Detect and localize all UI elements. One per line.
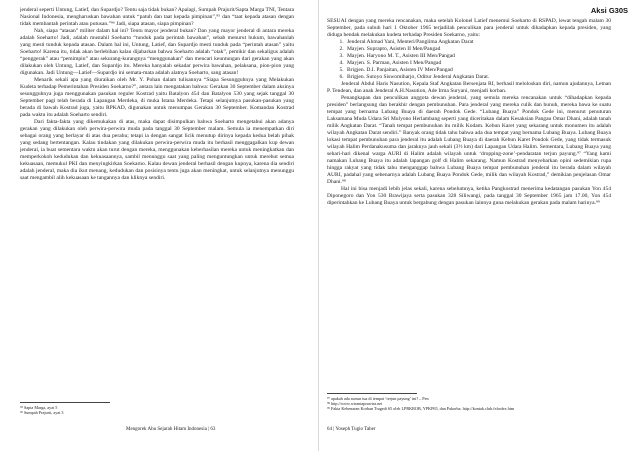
footnote: ⁹⁹ Fakta Kebenaran Korban Tragedi 65 oleh LPRKROB, YPKP65, dan Pakorba. http://kontak.club.fr/index.htm	[327, 406, 515, 412]
page-footer: 64 | Yoseph Tugio Taher	[327, 427, 376, 432]
list-item: 4. Mayjen. S. Parman, Asisten I Men/Pangad	[345, 60, 611, 67]
paragraph: Hal ini bisa menjadi lebih jelas sekali, karena sebelumnya, ketika Pangkostrad menerima kedatangan pasukan Yon 454 Diponegoro dan Yon 530 Brawijaya serta pasukan 328 Siliwangi, pada tanggal 30 September 1965 jam 17.00, Yon 454 diperintahkan ke Lubang Buaya untuk bergabung dengan pasukan lainnya guna melakukan gerakan pada malam harinya.⁹⁹	[327, 186, 611, 206]
paragraph: jenderal seperti Untung, Latief, dan Supardjo? Tentu saja tidak bukan? Apalagi, Sumpah Prajurit/Sapta Marga TNI, Tentara Nasional Indonesia, mengharuskan bawahan untuk “patuh dan taat kepada pimpinan”,⁹⁵ dan “taat kepada atasan dengan tidak membantah perintah atau putusan.”⁹⁶ Jadi, siapa atasan, siapa pimpinan?	[20, 7, 294, 27]
footnotes	[327, 396, 613, 412]
right-page-body	[327, 18, 611, 390]
page-footer: Mengorek Abu Sejarah Hitam Indonesia | 63	[126, 427, 216, 432]
paragraph: Dari fakta-fakta yang dikemukakan di atas, maka dapat disimpulkan bahwa Soeharto mengetahui akan adanya gerakan yang dilakukan oleh perwira-perwira muda pada tanggal 30 September malam. Semula ia menempatkan diri sebagai orang yang berlayar di atas dua perahu; tetapi ia dengan sangat licik menutup dirinya kepada kedua belah pihak yang sedang bertentangan. Kalau tindakan yang dilakukan perwira-perwira muda itu berhasil menggagalkan kup dewan jenderal, ia buat sementara waktu akan turut dengan mereka, menggunakan keberhasilan mereka untuk meningkatkan dan memperkokoh kedudukan dan kekuasaannya, sambil menunggu saat yang paling menguntungkan untuk merebut semua kekuasaan, memukul PKI dan menyingkirkan Soekarno. Kalau dewan jenderal berhasil dengan kupnya, karena dia sendiri adalah jenderal, maka dia ikut menang, kedudukan dan posisinya tentu juga akan meningkat, untuk selanjutnya menunggu saat mengambil alih kekuasaan ke tangannya dan kliknya sendiri.	[20, 119, 294, 181]
paragraph: SESUAI dengan yang mereka rencanakan, maka setelah Kolonel Latief menemui Soeharto di RSPAD, lewat tengah malam 30 September, pada subuh hari 1 Oktober 1965 terjadilah penculikan para jenderal untuk dihadapkan kepada presiden, yang diduga hendak melakukan kudeta terhadap Presiden Soekarno, yaitu:	[327, 18, 611, 38]
list-item: 6. Brigjen. Sutoyo Siswomiharjo, Oditur Jenderal Angkatan Darat.	[345, 74, 611, 81]
left-page-body	[20, 7, 294, 395]
list-item: 5. Brigjen. D.I. Panjaitan, Asisten IV Men/Pangad	[345, 67, 611, 74]
victims-list	[327, 39, 611, 81]
list-item: 3. Mayjen. Haryono M. T., Asisten III Men/Pangad	[345, 53, 611, 60]
paragraph: Nah, siapa “atasan” militer dalam hal ini? Tentu mayor jenderal bukan? Dan yang mayor jenderal di antara mereka adalah Soeharto! Jadi, adalah mustahil Soeharto “tunduk pada perintah bawahan”, sebab menurut hukum, bawahanlah yang mesti tunduk kepada atasan. Dalam hal ini, Untung, Latief, dan Supardjo mesti tunduk pada “perintah atasan” yaitu Soeharto! Karena itu, tidak akan berlebihan kalau dijabarkan bahwa Soeharto adalah “otak”, pemikir dan sekaligus adalah “penggerak” atau “pemimpin” atau sekurang-kurangnya “menggunakan” dan mencari keuntungan dari gerakan yang akan dilakukan oleh Untung, Latief, dan Supardjo itu. Mereka hanyalah sekadar perwira bawahan, pelaksana, pion-pion yang digunakan. Jadi Untung—Latief—Supardjo ini semata-mata adalah alatnya Soeharto, sang atasan!	[20, 28, 294, 76]
list-item: 1. Jenderal Ahmad Yani, Menteri/Panglima Angkatan Darat	[345, 39, 611, 46]
footnote: ⁹⁶ Sumpah Prajurit, ayat 3	[20, 410, 64, 416]
footnote-rule	[327, 393, 417, 394]
footnote: ⁹⁸ http://www.wirantaprawira.net	[327, 401, 383, 407]
footnote: ⁹⁵ Sapta Marga, ayat 5	[20, 405, 58, 410]
footnote: ⁹⁷ apakah ada sumur tua di tempat ‘terjun payung’ ini? – Pen	[327, 396, 429, 401]
running-head: Aksi G30S	[590, 6, 628, 15]
paragraph: Menarik sekali apa yang diuraikan oleh Mr. Y. Pohan dalam tulisannya “Siapa Sesungguhnya yang Melakukan Kudeta terhadap Pemerintahan Presiden Soekarno?”, antara lain mengatakan bahwa: Gerakan 30 September dalam aksinya sesungguhnya juga menggunakan pasukan reguler Kostrad yaitu Batalyon 454 dan Batalyon 530 yang sejak tanggal 30 September pagi telah berada di Lapangan Merdeka, di muka Istana Merdeka. Tetapi selanjutnya pasukan-pasukan yang berada di bawah Kostrad juga, yaitu RPKAD, digunakan untuk menumpas Gerakan 30 September. Komandan Kostrad pada waktu itu adalah Soeharto sendiri.	[20, 77, 294, 118]
footnotes	[20, 405, 290, 415]
footnote-rule	[20, 402, 110, 403]
paragraph: Penangkapan dan penculikan anggota dewan jenderal, yang semula mereka rencanakan untuk “dihadapkan kepada presiden” berlangsung dan berakhir dengan pembunuhan. Para jenderal yang mereka culik dan bunuh, mereka bawa ke suatu tempat yang bernama Lubang Buaya di daerah Pondok Gede. “Lubang Buaya” Pondok Gede ini, menurut penuturan Laksamana Muda Udara Sri Mulyono Herlambang seperti yang diceritakan dalam Kesaksian Pangau Omar Dhani, adalah tanah milik Angkatan Darat. “Tanah tempat pembunuhan itu milik Kodam. Kebun Karet yang sekarang untuk monumen itu adalah wilayah Angkatan Darat sendiri.” Banyak orang tidak tahu bahwa ada dua tempat yang bernama Lubang Buaya. Lubang Buaya lokasi tempat pembunuhan para jenderal itu adalah Lubang Buaya di daerah Kebun Karet Pondok Gede, yang tidak termasuk wilayah Halim Perdanakusuma dan jaraknya jauh sekali (3½ km) dari Lapangan Udara Halim. Sementara, Lubang Buaya yang sehari-hari dikenal warga AURI di Halim adalah wilayah untuk ‘dropping-zone’-pendaratan terjun payung.⁹⁷ “Yang kami namakan Lubang Buaya itu adalah lapangan golf di Halim sekarang. Namun Kostrad menyebarkan opini sedemikian rupa hingga rakyat yang tidak tahu menganggap bahwa Lubang Buaya tempat pembunuhan jenderal itu berada dalam wilayah AURI, padahal yang sebenarnya adalah Lubang Buaya Pondok Gede, milik dan wilayah Kostrad,” demikian penjelasan Omar Dhani.⁹⁸	[327, 95, 611, 185]
paragraph: Jenderal Abdul Haris Nasution, Kepala Staf Angkatan Bersenjata RI, berhasil meloloskan diri, namun ajudannya, Letnan P. Tendean, dan anak Jenderal A.H.Nasution, Ade Irma Suryani, menjadi korban.	[327, 81, 611, 94]
list-item: 2. Mayjen. Suprapto, Asisten II Men/Pangad	[345, 46, 611, 53]
right-page	[319, 0, 638, 451]
